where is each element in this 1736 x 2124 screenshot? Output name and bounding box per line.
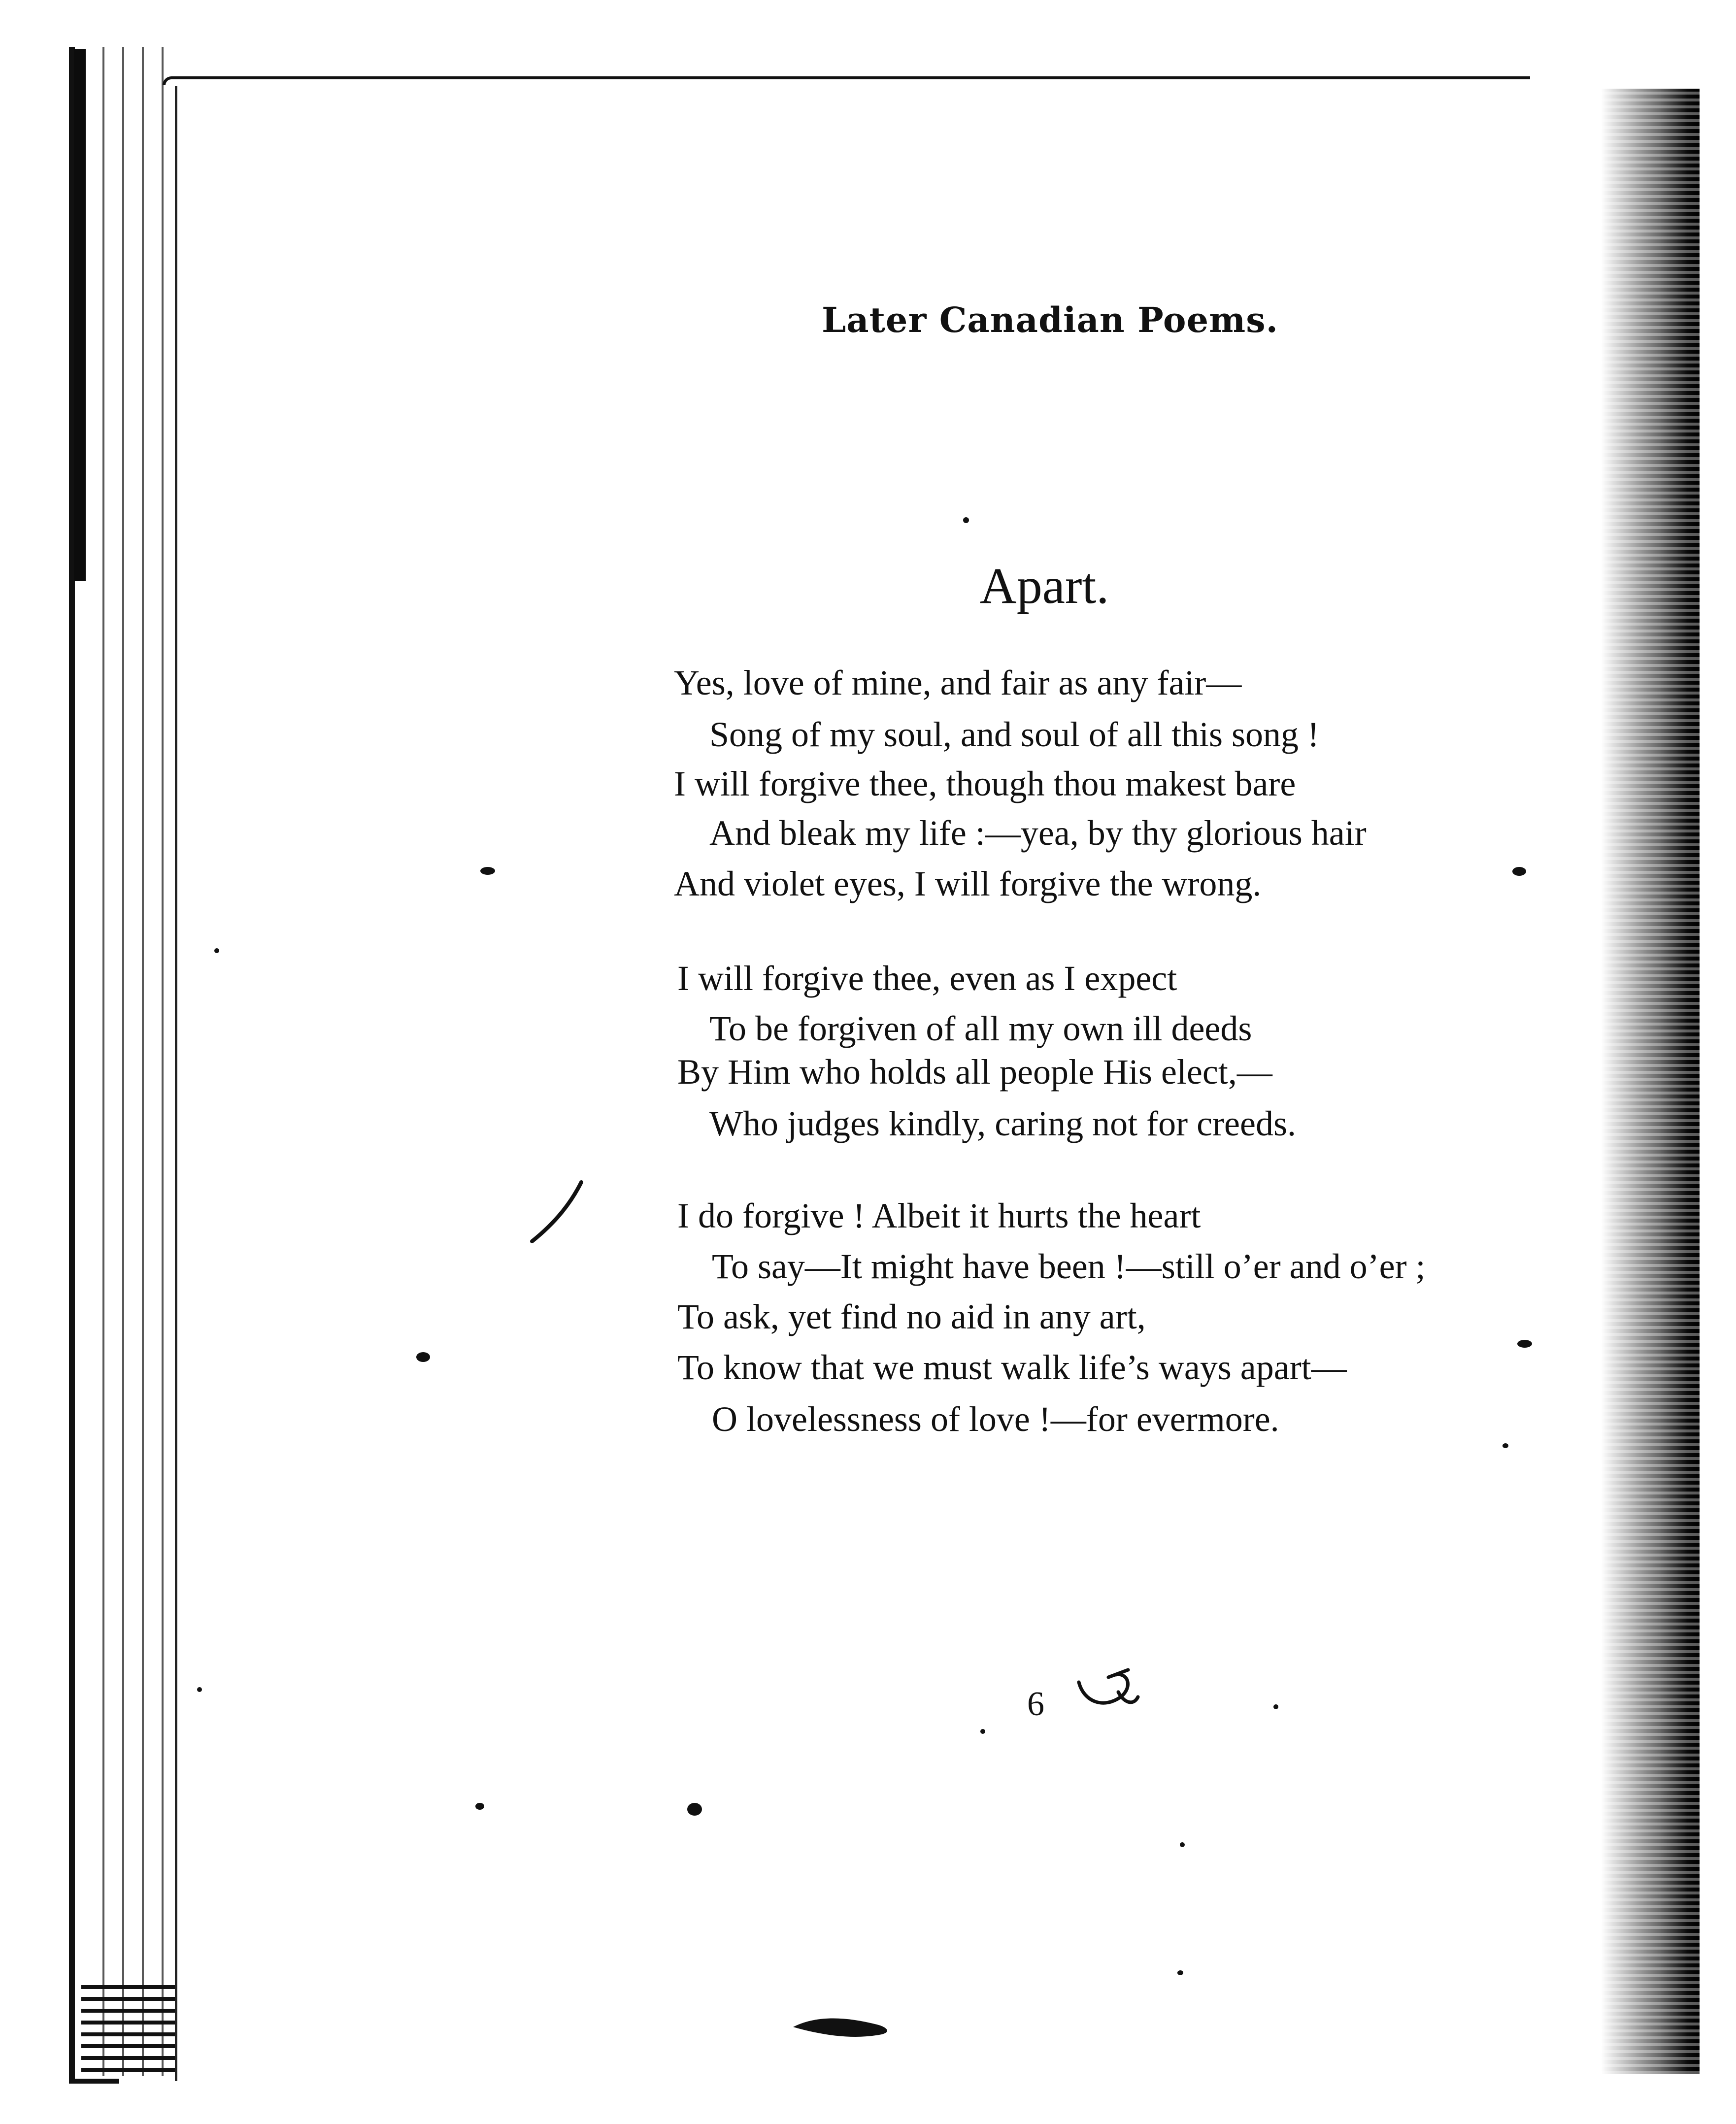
ink-speck xyxy=(980,1729,985,1734)
ink-speck xyxy=(687,1803,702,1816)
book-spine-foot xyxy=(81,1985,175,2079)
ink-speck xyxy=(1517,1340,1532,1348)
book-spine-shadow xyxy=(74,49,86,581)
book-spine-lines xyxy=(94,47,172,2076)
running-head: Later Canadian Poems. xyxy=(822,299,1279,340)
page-top-rule xyxy=(163,76,1530,85)
ink-speck xyxy=(1177,1970,1183,1975)
ink-speck xyxy=(480,867,495,875)
poem-line: I will forgive thee, though thou makest bare xyxy=(674,764,1296,803)
ink-speck xyxy=(214,948,219,953)
ink-speck xyxy=(1273,1704,1278,1709)
stray-pen-stroke xyxy=(522,1177,596,1246)
ink-speck xyxy=(963,517,969,523)
poem-line: To say—It might have been !—still o’er and o’er ; xyxy=(712,1247,1426,1286)
ink-speck xyxy=(475,1803,484,1810)
ink-speck xyxy=(416,1352,430,1362)
poem-line: Yes, love of mine, and fair as any fair— xyxy=(674,663,1242,702)
poem-line: To know that we must walk life’s ways apart— xyxy=(677,1348,1347,1387)
page-left-rule xyxy=(175,86,182,2081)
poem-line: To be forgiven of all my own ill deeds xyxy=(709,1009,1252,1048)
page-number: 6 xyxy=(1027,1685,1044,1723)
poem-title: Apart. xyxy=(979,558,1109,614)
handwritten-flourish-mark xyxy=(1074,1662,1143,1717)
ink-speck xyxy=(197,1687,202,1692)
ink-speck xyxy=(1512,867,1526,876)
poem-line: To ask, yet find no aid in any art, xyxy=(677,1297,1146,1336)
ink-speck xyxy=(1180,1842,1185,1847)
poem-line: Who judges kindly, caring not for creeds. xyxy=(709,1104,1296,1143)
ink-speck xyxy=(1502,1443,1508,1448)
poem-line: I do forgive ! Albeit it hurts the heart xyxy=(677,1196,1201,1235)
poem-line: And bleak my life :—yea, by thy glorious hair xyxy=(709,813,1367,853)
ink-blot-bottom xyxy=(788,2010,897,2044)
page-right-edge-texture xyxy=(1601,89,1700,2074)
poem-line: O lovelessness of love !—for evermore. xyxy=(712,1399,1279,1439)
poem-line: And violet eyes, I will forgive the wrong. xyxy=(674,864,1262,903)
poem-line: I will forgive thee, even as I expect xyxy=(677,959,1177,998)
poem-line: Song of my soul, and soul of all this song ! xyxy=(709,715,1319,754)
poem-line: By Him who holds all people His elect,— xyxy=(677,1052,1272,1092)
